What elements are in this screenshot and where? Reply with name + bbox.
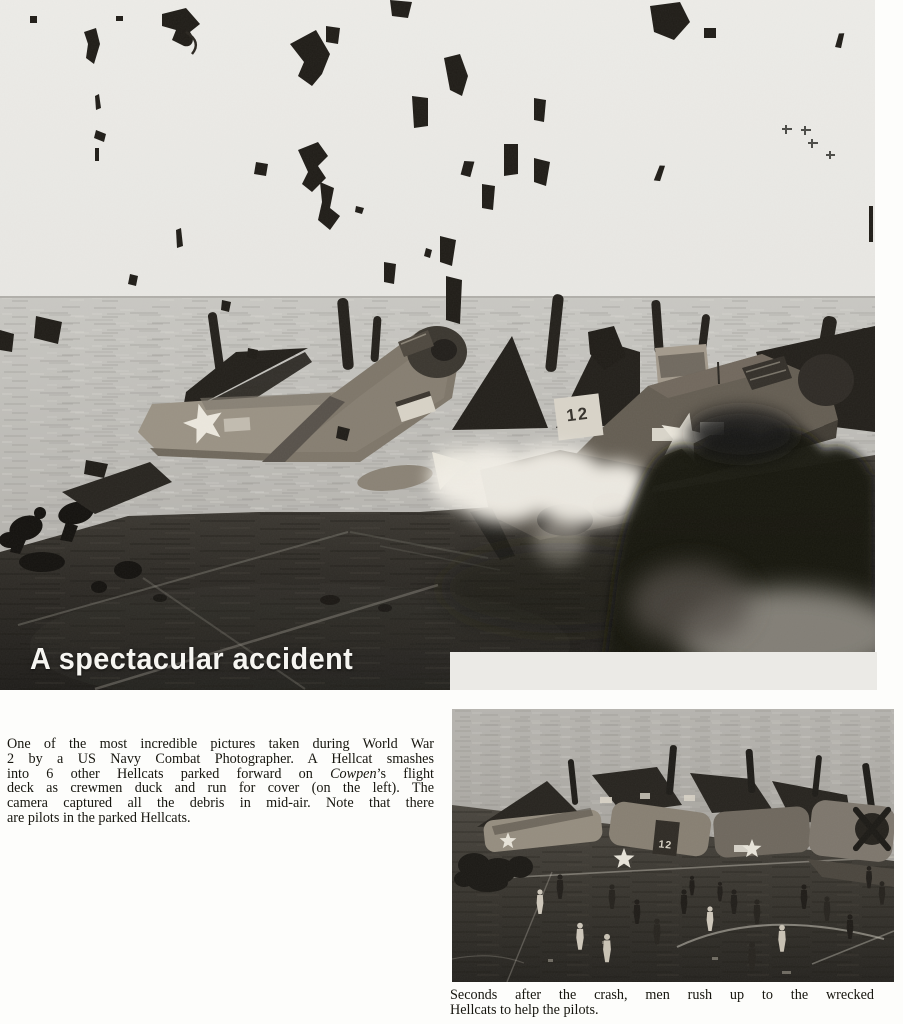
secondary-photo-illustration [452,709,894,982]
photo-title: A spectacular accident [30,641,354,676]
main-caption [7,737,434,826]
tail-number-12: 12 [565,403,591,426]
caption-line: camera captured all the debris in mid-air. Note that there [7,795,434,812]
caption-line [7,767,434,782]
tail-number-12: 12 [657,838,673,852]
ship-name-italic: Cowpen [330,765,377,782]
caption-line: Seconds after the crash, men rush up to the wrecked [450,987,874,1003]
caption-text: ’s flight [376,765,435,782]
secondary-caption [450,988,874,1018]
caption-notch [450,652,877,690]
caption-line: Hellcats to help the pilots. [450,1001,599,1018]
caption-line: 2 by a US Navy Combat Photographer. A Hellcat smashes [7,750,434,767]
caption-line: are pilots in the parked Hellcats. [7,809,191,826]
caption-line: deck as crewmen duck and run for cover (on the left). The [7,780,434,797]
caption-line: One of the most incredible pictures taken during World War [7,736,434,752]
photo-grain [452,709,894,982]
caption-text: into 6 other Hellcats parked forward on [7,765,331,782]
secondary-photo [452,709,894,982]
